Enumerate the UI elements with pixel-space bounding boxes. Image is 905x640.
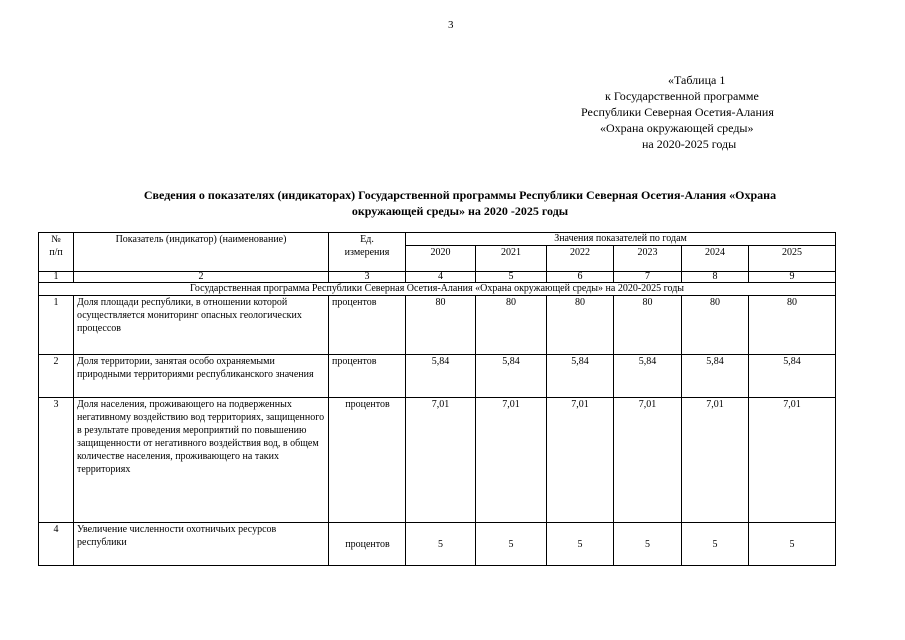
document-title-line: окружающей среды» на 2020 -2025 годы (351, 204, 569, 218)
annex-line: Республики Северная Осетия-Алания (581, 105, 774, 119)
column-number: 3 (329, 272, 406, 283)
column-numbers-row (39, 272, 836, 283)
row-value: 80 (476, 296, 547, 355)
header-unit: Ед. измерения (329, 233, 406, 272)
table-row (39, 296, 836, 355)
row-value: 7,01 (749, 398, 836, 523)
row-unit: процентов (329, 398, 406, 523)
row-value: 5,84 (476, 355, 547, 398)
header-year: 2024 (682, 246, 749, 272)
header-year: 2021 (476, 246, 547, 272)
row-unit: процентов (329, 523, 406, 566)
row-value: 5 (614, 523, 682, 566)
document-title-line: Сведения о показателях (индикаторах) Государственной программы Республики Северная Осетия-Алания «Охрана (143, 188, 777, 202)
row-value: 7,01 (547, 398, 614, 523)
section-row (39, 283, 836, 296)
row-value: 5 (406, 523, 476, 566)
row-indicator-name: Увеличение численности охотничьих ресурсов республики (74, 523, 329, 566)
indicators-table (38, 232, 836, 566)
row-value: 80 (749, 296, 836, 355)
annex-block (560, 72, 830, 152)
header-indicator: Показатель (индикатор) (наименование) (74, 233, 329, 272)
row-value: 5 (476, 523, 547, 566)
row-number: 1 (39, 296, 74, 355)
row-indicator-name: Доля населения, проживающего на подверженных негативному воздействию вод территориях, защищенного в результате проведения мероприятий по повышению защищенности от негативного воздействия вод, в общем количестве населения, проживающего на таких территориях (74, 398, 329, 523)
row-unit: процентов (329, 296, 406, 355)
row-value: 5 (682, 523, 749, 566)
row-value: 80 (406, 296, 476, 355)
row-value: 80 (682, 296, 749, 355)
row-value: 5,84 (682, 355, 749, 398)
column-number: 8 (682, 272, 749, 283)
row-number: 4 (39, 523, 74, 566)
row-value: 7,01 (476, 398, 547, 523)
row-value: 5 (749, 523, 836, 566)
row-unit: процентов (329, 355, 406, 398)
section-title: Государственная программа Республики Северная Осетия-Алания «Охрана окружающей среды» на 2020-2025 годы (39, 283, 836, 296)
document-title (80, 187, 840, 219)
header-year: 2022 (547, 246, 614, 272)
annex-line: «Охрана окружающей среды» (600, 121, 754, 135)
annex-line: на 2020-2025 годы (642, 137, 737, 151)
row-value: 7,01 (614, 398, 682, 523)
column-number: 4 (406, 272, 476, 283)
header-year: 2023 (614, 246, 682, 272)
column-number: 6 (547, 272, 614, 283)
column-number: 1 (39, 272, 74, 283)
header-num: № п/п (39, 233, 74, 272)
header-row (39, 233, 836, 246)
row-indicator-name: Доля территории, занятая особо охраняемыми природными территориями республиканского значения (74, 355, 329, 398)
annex-line: «Таблица 1 (668, 73, 726, 87)
column-number: 7 (614, 272, 682, 283)
column-number: 2 (74, 272, 329, 283)
row-number: 3 (39, 398, 74, 523)
row-value: 5,84 (749, 355, 836, 398)
header-year: 2025 (749, 246, 836, 272)
page-number: 3 (448, 19, 454, 31)
annex-line: к Государственной программе (605, 89, 759, 103)
row-indicator-name: Доля площади республики, в отношении которой осуществляется мониторинг опасных геологических процессов (74, 296, 329, 355)
column-number: 5 (476, 272, 547, 283)
row-value: 80 (547, 296, 614, 355)
header-year: 2020 (406, 246, 476, 272)
row-value: 5,84 (406, 355, 476, 398)
row-value: 7,01 (682, 398, 749, 523)
table-row (39, 523, 836, 566)
row-value: 7,01 (406, 398, 476, 523)
row-value: 5,84 (547, 355, 614, 398)
column-number: 9 (749, 272, 836, 283)
header-values-group: Значения показателей по годам (406, 233, 836, 246)
row-value: 5,84 (614, 355, 682, 398)
row-value: 80 (614, 296, 682, 355)
table-row (39, 398, 836, 523)
table-row (39, 355, 836, 398)
row-number: 2 (39, 355, 74, 398)
row-value: 5 (547, 523, 614, 566)
